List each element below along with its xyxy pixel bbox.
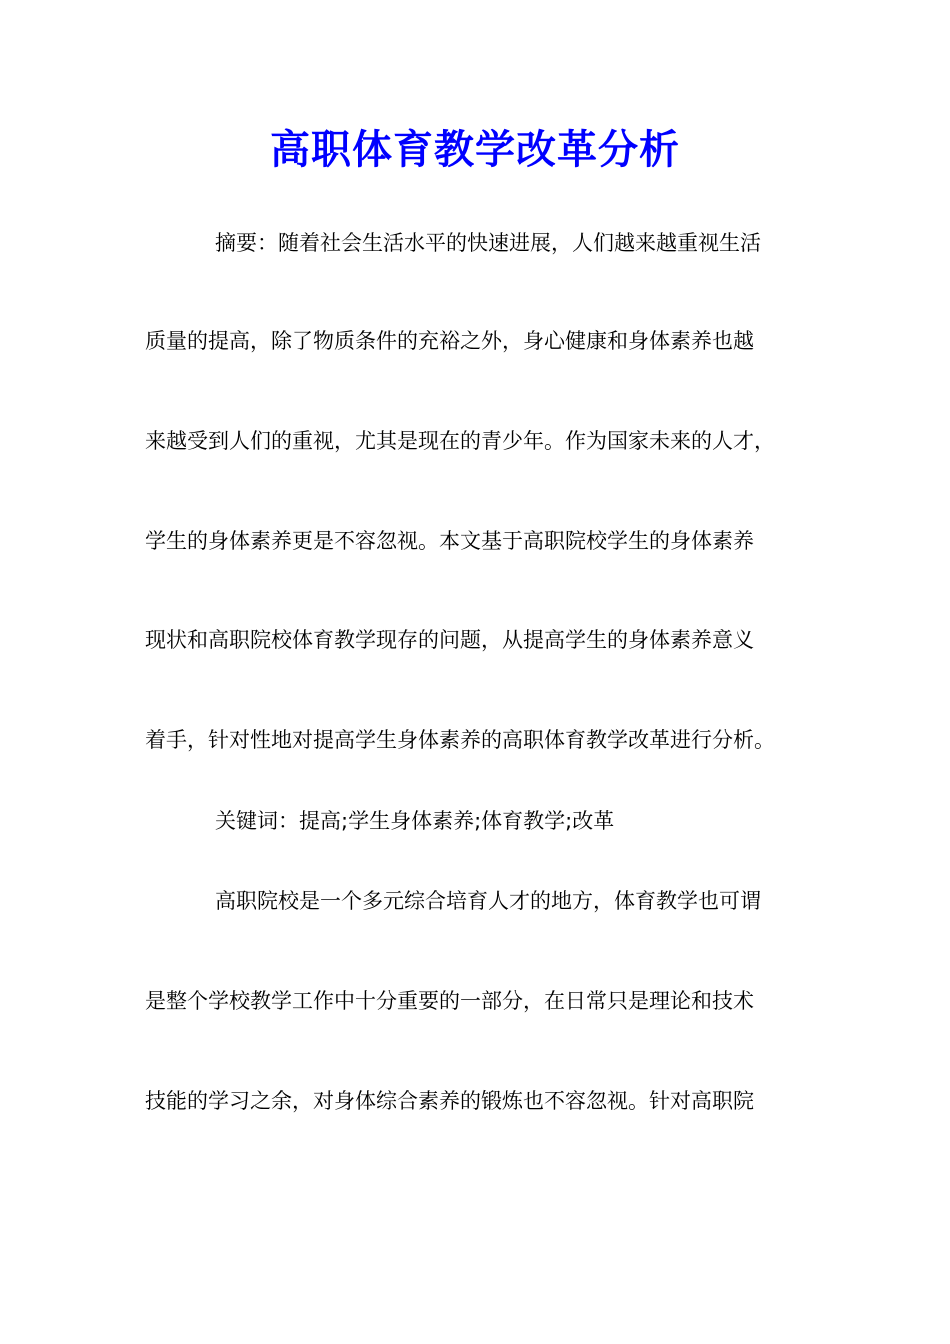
- abstract-line-6: 着手，针对性地对提高学生身体素养的高职体育教学改革进行分析。: [145, 728, 775, 752]
- keywords-line: 关键词：提高;学生身体素养;体育教学;改革: [215, 809, 615, 833]
- body-line-1: 高职院校是一个多元综合培育人才的地方，体育教学也可谓: [215, 889, 761, 913]
- abstract-line-4: 学生的身体素养更是不容忽视。本文基于高职院校学生的身体素养: [145, 529, 754, 553]
- document-title: 高职体育教学改革分析: [270, 126, 680, 173]
- body-line-2: 是整个学校教学工作中十分重要的一部分，在日常只是理论和技术: [145, 989, 754, 1013]
- abstract-line-2: 质量的提高，除了物质条件的充裕之外，身心健康和身体素养也越: [145, 329, 754, 353]
- body-line-3: 技能的学习之余，对身体综合素养的锻炼也不容忽视。针对高职院: [145, 1089, 754, 1113]
- abstract-line-5: 现状和高职院校体育教学现存的问题，从提高学生的身体素养意义: [145, 628, 754, 652]
- abstract-line-1: 摘要：随着社会生活水平的快速进展，人们越来越重视生活: [215, 231, 761, 255]
- abstract-line-3: 来越受到人们的重视，尤其是现在的青少年。作为国家未来的人才，: [145, 429, 775, 453]
